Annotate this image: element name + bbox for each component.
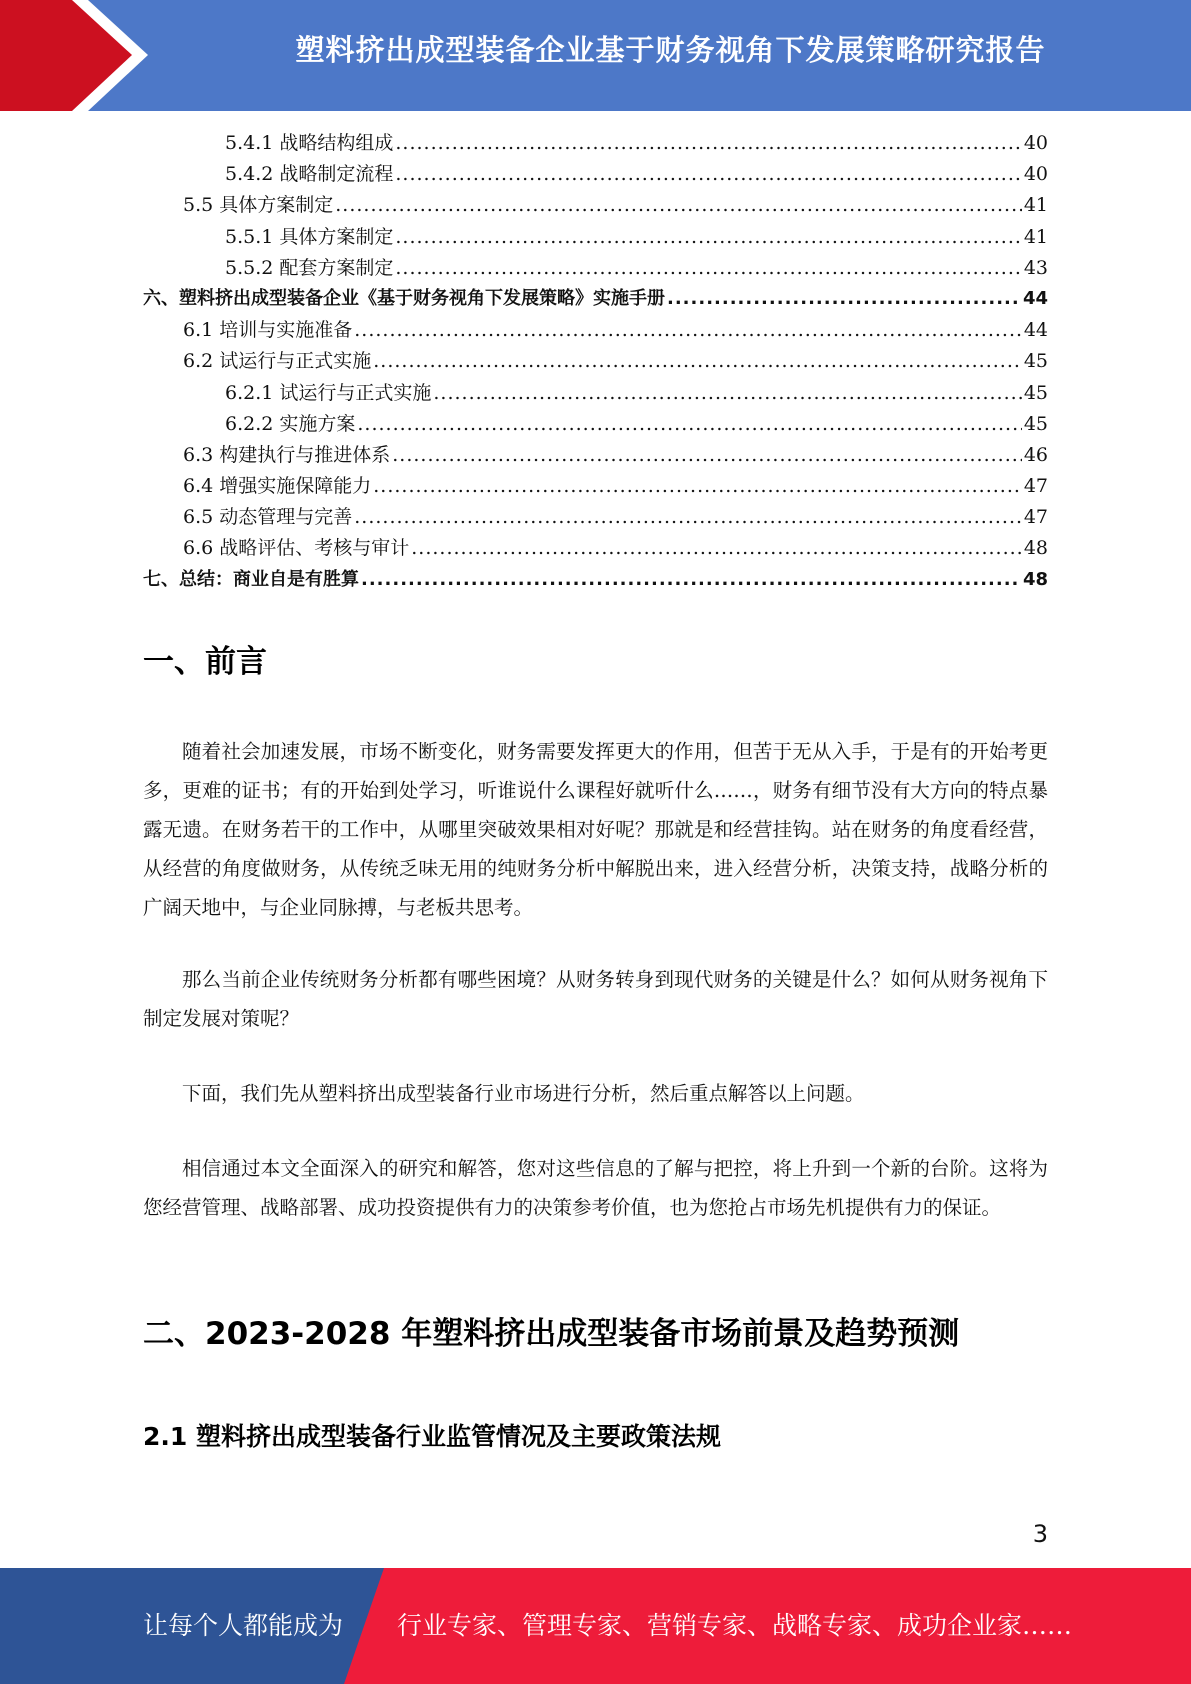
footer-slogan-right: 行业专家、管理专家、营销专家、战略专家、成功企业家…… (397, 1611, 1073, 1640)
page-footer (0, 1568, 1191, 1684)
toc-entry[interactable] (143, 346, 1048, 377)
toc-dot-leader (411, 537, 1022, 559)
toc-dot-leader (354, 319, 1022, 341)
paragraph: 那么当前企业传统财务分析都有哪些困境？从财务转身到现代财务的关键是什么？如何从财务视角下制定发展对策呢？ (143, 968, 1048, 1030)
toc-entry[interactable] (143, 128, 1048, 159)
toc-dot-leader (354, 506, 1022, 528)
toc-entry[interactable] (143, 502, 1048, 533)
toc-entry[interactable] (143, 565, 1048, 596)
toc-entry-page: 41 (1023, 194, 1048, 217)
toc-entry[interactable] (143, 190, 1048, 221)
toc-entry[interactable] (143, 222, 1048, 253)
toc-entry-page: 45 (1023, 350, 1048, 373)
toc-entry-page: 43 (1023, 256, 1048, 279)
toc-entry-page: 47 (1023, 506, 1048, 529)
toc-dot-leader (373, 350, 1022, 372)
toc-entry-page: 45 (1023, 381, 1048, 404)
toc-dot-leader (335, 194, 1022, 216)
toc-entry[interactable] (143, 315, 1048, 346)
toc-entry-title: 6.2.1 试运行与正式实施 (225, 381, 432, 404)
table-of-contents (143, 128, 1048, 596)
paragraph: 下面，我们先从塑料挤出成型装备行业市场进行分析，然后重点解答以上问题。 (182, 1082, 865, 1105)
toc-entry-title: 6.2 试运行与正式实施 (183, 350, 372, 373)
report-title: 塑料挤出成型装备企业基于财务视角下发展策略研究报告 (295, 33, 1046, 67)
toc-entry-title: 6.3 构建执行与推进体系 (183, 443, 391, 466)
toc-entry-title: 6.5 动态管理与完善 (183, 506, 353, 529)
toc-dot-leader (361, 569, 1021, 590)
toc-entry-title: 5.4.2 战略制定流程 (225, 163, 394, 186)
toc-entry-page: 46 (1023, 443, 1048, 466)
toc-entry-title: 5.4.1 战略结构组成 (225, 132, 394, 154)
page-number: 3 (1032, 1520, 1048, 1548)
toc-dot-leader (357, 413, 1021, 435)
toc-entry-page: 40 (1023, 132, 1048, 154)
toc-entry-title: 5.5 具体方案制定 (183, 194, 334, 217)
toc-dot-leader (433, 382, 1021, 404)
toc-entry-page: 44 (1022, 287, 1048, 309)
toc-dot-leader (667, 288, 1021, 309)
footer-slogan-left: 让每个人都能成为 (143, 1611, 344, 1640)
toc-entry-title: 6.1 培训与实施准备 (183, 319, 353, 342)
toc-entry-title: 6.4 增强实施保障能力 (183, 475, 372, 498)
toc-dot-leader (395, 226, 1021, 248)
toc-entry-page: 48 (1022, 568, 1048, 590)
toc-entry[interactable] (143, 253, 1048, 284)
toc-dot-leader (395, 257, 1021, 279)
section-heading-preface: 一、前言 (143, 644, 267, 680)
toc-entry-title: 6.6 战略评估、考核与审计 (183, 537, 410, 560)
toc-entry[interactable] (143, 378, 1048, 409)
toc-entry[interactable] (143, 159, 1048, 190)
toc-entry-page: 47 (1023, 475, 1048, 498)
toc-dot-leader (392, 444, 1022, 466)
toc-entry[interactable] (143, 409, 1048, 440)
toc-entry-page: 45 (1023, 412, 1048, 435)
page-header (0, 0, 1191, 111)
toc-entry-title: 5.5.2 配套方案制定 (225, 256, 394, 279)
header-red-arrow-decoration (0, 0, 160, 111)
toc-dot-leader (395, 132, 1021, 154)
toc-entry[interactable] (143, 284, 1048, 315)
toc-entry-title: 5.5.1 具体方案制定 (225, 225, 394, 248)
toc-dot-leader (373, 475, 1022, 497)
section-heading-market-outlook: 二、2023-2028 年塑料挤出成型装备市场前景及趋势预测 (143, 1316, 960, 1352)
toc-entry[interactable] (143, 533, 1048, 564)
toc-entry-title: 6.2.2 实施方案 (225, 412, 356, 435)
paragraph: 随着社会加速发展，市场不断变化，财务需要发挥更大的作用，但苦于无从入手，于是有的开始考更多，更难的证书；有的开始到处学习，听谁说什么课程好就听什么……，财务有细节没有大方向的特点暴露无遗。在财务若干的工作中，从哪里突破效果相对好呢？那就是和经营挂钩。站在财务的角度看经营，从经营的角度做财务，从传统乏味无用的纯财务分析中解脱出来，进入经营分析，决策支持，战略分析的广阔天地中，与企业同脉搏，与老板共思考。 (143, 740, 1048, 919)
toc-entry-page: 48 (1023, 537, 1048, 560)
toc-entry-title: 七、总结：商业自是有胜算 (143, 568, 359, 590)
toc-entry-page: 40 (1023, 163, 1048, 186)
toc-entry[interactable] (143, 440, 1048, 471)
subsection-heading: 2.1 塑料挤出成型装备行业监管情况及主要政策法规 (143, 1422, 721, 1451)
toc-dot-leader (395, 163, 1021, 185)
toc-entry-page: 41 (1023, 225, 1048, 248)
paragraph: 相信通过本文全面深入的研究和解答，您对这些信息的了解与把控，将上升到一个新的台阶。这将为您经营管理、战略部署、成功投资提供有力的决策参考价值，也为您抢占市场先机提供有力的保证。 (143, 1157, 1048, 1219)
toc-entry-page: 44 (1023, 319, 1048, 342)
toc-entry[interactable] (143, 471, 1048, 502)
toc-entry-title: 六、塑料挤出成型装备企业《基于财务视角下发展策略》实施手册 (143, 287, 665, 309)
